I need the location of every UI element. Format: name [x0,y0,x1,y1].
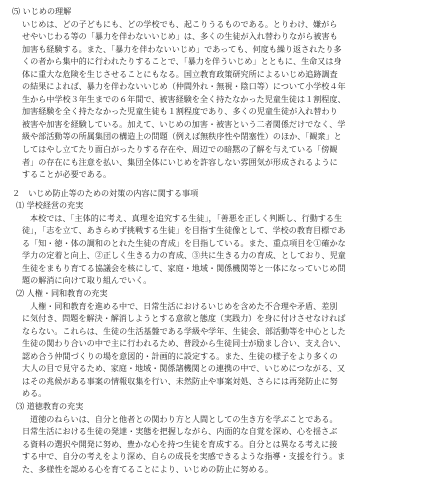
paragraph-line: いじめは、どの子どもにも、どの学校でも、起こりうるものである。とりわけ、嫌がら [22,18,338,29]
paragraph-line: 道徳のねらいは、自分と他者との関わり方と人間としての生き方を学ぶことである。 [30,413,338,424]
paragraph-line: 生から中学校３年生までの６年間で、被害経験を全く持たなかった児童生徒は１割程度、 [22,93,346,104]
paragraph-line: た、多様性を認める心を育てることにより、いじめの防止に努める。 [22,463,273,474]
paragraph-line: してはやし立てたり面白がったりする存在や、周辺での暗黙の了解を与えている「傍観 [22,144,338,155]
paragraph-line: 被害や加害を経験している。加えて、いじめの加害・被害という二者関係だけでなく、学 [22,118,346,129]
paragraph-line: 大人の目で見守るため、家庭・地域・関係諸機関との連携の中で、いじめにつながる、又 [22,363,346,374]
paragraph-line: 人権・同和教育を進める中で、日常生活におけるいじめを含めた不合理や矛盾、差別 [30,300,338,311]
subsection-heading-school-management: ⑴ 学校経営の充実 [16,200,84,211]
paragraph-line: 題の解消に向けて取り組んでいく。 [22,275,152,286]
paragraph-line: る「知・徳・体の調和のとれた生徒の育成」を目指している。また、重点項目を①確かな [22,237,346,248]
paragraph-line: 加害も経験する。また、「暴力を伴わないいじめ」であっても、何度も繰り返されたり多 [22,43,342,54]
paragraph-line: 学力の定着と向上、②正しく生きる力の育成、③共に生きる力の育成、としており、児童 [22,250,346,261]
paragraph-line: することが必要である。 [22,169,112,180]
paragraph-line: くの者から集中的に行われたりすることで、「暴力を伴ういじめ」とともに、生命又は身 [22,56,342,67]
section-heading-understanding-bullying: ⑸ いじめの理解 [12,6,72,16]
paragraph-line: 生徒の関わり合いの中で主に行われるため、普段から生徒同士が励まし合い、支え合い、 [22,338,346,349]
paragraph-line: 加害経験を全く持たなかった児童生徒も１割程度であり、多くの児童生徒が入れ替わり [22,106,338,117]
paragraph-line: はその兆候がある事案の情報収集を行い、未然防止や事案対処、さらには再発防止に努 [22,375,338,386]
subsection-heading-moral-education: ⑶ 道徳教育の充実 [16,400,84,411]
section-paragraph [12,18,415,181]
paragraph-line: 生徒をまもり育てる協議会を核にして、家庭・地域・関係機関等と一体になっていじめ問 [22,262,346,273]
paragraph-line: の結果によれば、暴力を伴わないいじめ（仲間外れ・無視・陰口等）について小学校４年 [22,81,346,92]
section-heading-countermeasures: ２ いじめ防止等のための対策の内容に関する事項 [12,187,199,198]
paragraph-line: 認め合う仲間づくりの場を意図的・計画的に設定する。また、生徒の様子をより多くの [22,350,338,361]
paragraph-line: 本校では、「主体的に考え、真理を追究する生徒」，「善悪を正しく判断し、行動する生 [30,212,343,223]
paragraph-line: 級や部活動等の所属集団の構造上の問題（例えば無秩序性や閉塞性）のほか、「観衆」と [22,131,342,142]
paragraph-line: 徒」，「志を立て、あきらめず挑戦する生徒」を目指す生徒像として、学校の教育目標であ [22,225,346,236]
paragraph-line: める。 [22,388,47,399]
paragraph-line: せやいじわる等の「暴力を伴わないいじめ」は、多くの生徒が入れ替わりながら被害も [22,31,338,42]
paragraph-line: する中で、自分の考えをより深め、自らの成長を実感できるような指導・支援を行う。ま [22,451,346,462]
subsection-body [12,413,415,476]
paragraph-line: る資料の選択や開発に努め、豊かな心を持つ生徒を育成する。自分とは異なる考えに接 [22,438,338,449]
subsection-heading-human-rights-education: ⑵ 人権・同和教育の充実 [16,288,108,299]
subsection-body [12,300,415,400]
paragraph-line: 日常生活における生徒の発達・実態を把握しながら、内面的な自覚を深め、心を揺さぶ [22,426,338,437]
paragraph-line: に気付き、問題を解決・解消しようとする意欲と態度（実践力）を身に付けさせなければ [22,313,346,324]
subsection-body [12,212,415,287]
paragraph-line: 者」の存在にも注意を払い、集団全体にいじめを許容しない雰囲気が形成されるように [22,156,338,167]
paragraph-line: ならない。これらは、生徒の生活基盤である学級や学年、生徒会、部活動等を中心とした [22,325,346,336]
paragraph-line: 体に重大な危険を生じさせることにもなる。国立教育政策研究所によるいじめ追跡調査 [22,68,338,79]
